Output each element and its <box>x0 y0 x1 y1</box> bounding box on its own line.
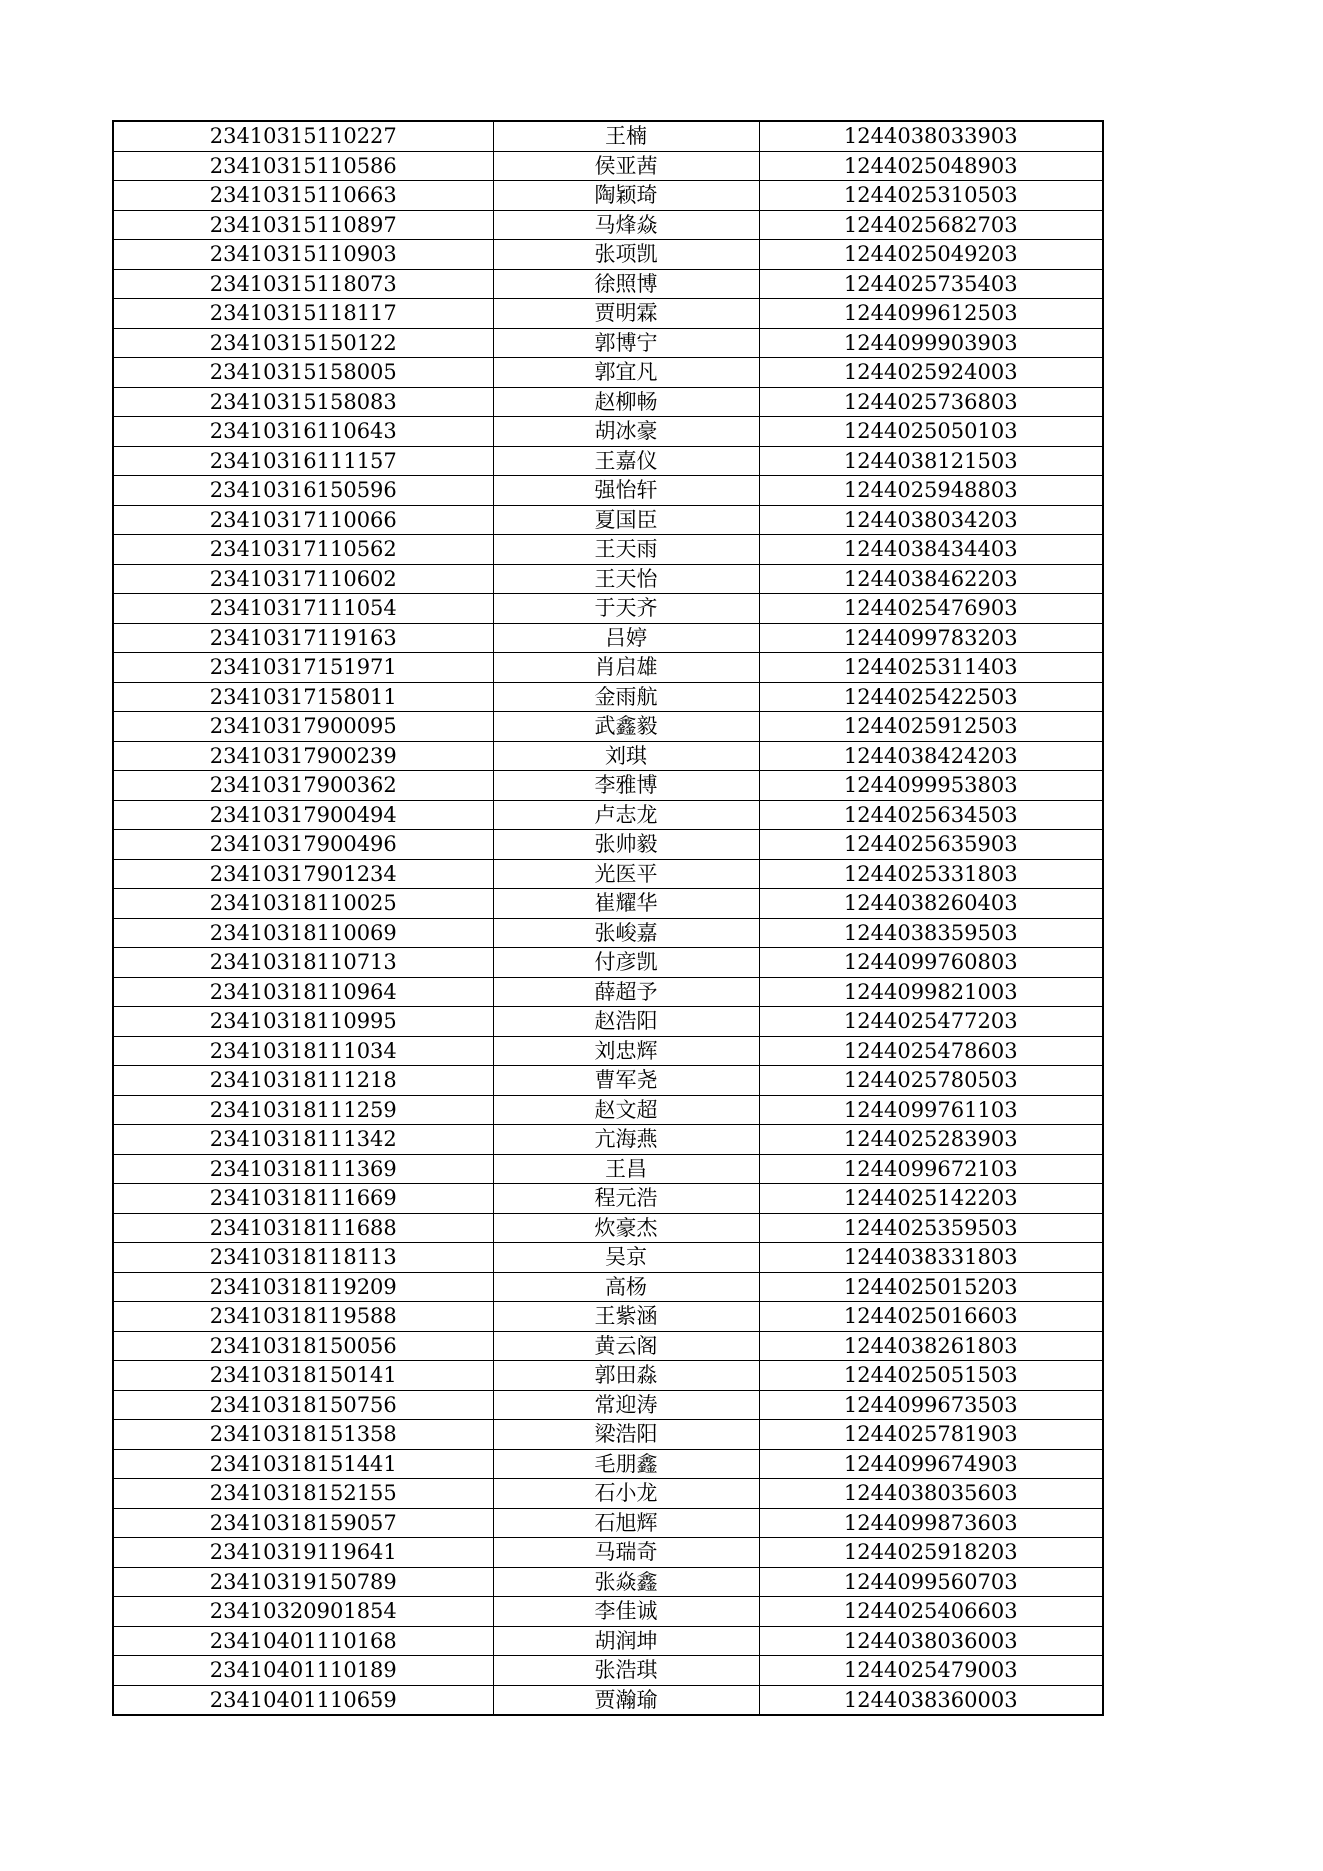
name-cell: 徐照博 <box>493 269 759 299</box>
certificate-number-cell: 1244038036003 <box>759 1626 1103 1656</box>
exam-number-cell: 23410316110643 <box>113 417 493 447</box>
table-row <box>113 1567 1103 1597</box>
name-cell: 马烽焱 <box>493 210 759 240</box>
exam-number-cell: 23410401110168 <box>113 1626 493 1656</box>
table-row <box>113 948 1103 978</box>
table-row <box>113 121 1103 151</box>
certificate-number-cell: 1244025051503 <box>759 1361 1103 1391</box>
certificate-number-cell: 1244099873603 <box>759 1508 1103 1538</box>
name-cell: 强怡轩 <box>493 476 759 506</box>
table-row <box>113 1007 1103 1037</box>
name-cell: 赵文超 <box>493 1095 759 1125</box>
exam-number-cell: 23410318111034 <box>113 1036 493 1066</box>
certificate-number-cell: 1244025049203 <box>759 240 1103 270</box>
exam-number-cell: 23410318111669 <box>113 1184 493 1214</box>
exam-number-cell: 23410317111054 <box>113 594 493 624</box>
certificate-number-cell: 1244025924003 <box>759 358 1103 388</box>
exam-number-cell: 23410315110903 <box>113 240 493 270</box>
certificate-number-cell: 1244038434403 <box>759 535 1103 565</box>
table-row <box>113 446 1103 476</box>
certificate-number-cell: 1244025735403 <box>759 269 1103 299</box>
certificate-number-cell: 1244099672103 <box>759 1154 1103 1184</box>
exam-number-cell: 23410317900095 <box>113 712 493 742</box>
table-row <box>113 1685 1103 1715</box>
name-cell: 王天雨 <box>493 535 759 565</box>
certificate-number-cell: 1244025912503 <box>759 712 1103 742</box>
certificate-number-cell: 1244025780503 <box>759 1066 1103 1096</box>
table-row <box>113 535 1103 565</box>
exam-number-cell: 23410318111218 <box>113 1066 493 1096</box>
name-cell: 高杨 <box>493 1272 759 1302</box>
certificate-number-cell: 1244025310503 <box>759 181 1103 211</box>
certificate-number-cell: 1244099612503 <box>759 299 1103 329</box>
exam-number-cell: 23410317110602 <box>113 564 493 594</box>
certificate-number-cell: 1244025050103 <box>759 417 1103 447</box>
certificate-number-cell: 1244025634503 <box>759 800 1103 830</box>
exam-number-cell: 23410318150056 <box>113 1331 493 1361</box>
name-cell: 光医平 <box>493 859 759 889</box>
certificate-number-cell: 1244025635903 <box>759 830 1103 860</box>
certificate-number-cell: 1244025142203 <box>759 1184 1103 1214</box>
table-row <box>113 977 1103 1007</box>
table-row <box>113 1479 1103 1509</box>
table-row <box>113 417 1103 447</box>
exam-number-cell: 23410315150122 <box>113 328 493 358</box>
name-cell: 王嘉仪 <box>493 446 759 476</box>
table-row <box>113 623 1103 653</box>
certificate-number-cell: 1244038260403 <box>759 889 1103 919</box>
table-row <box>113 859 1103 889</box>
name-cell: 王楠 <box>493 121 759 151</box>
table-row <box>113 1508 1103 1538</box>
roster-table <box>112 120 1104 1716</box>
exam-number-cell: 23410317119163 <box>113 623 493 653</box>
certificate-number-cell: 1244025479003 <box>759 1656 1103 1686</box>
exam-number-cell: 23410315110663 <box>113 181 493 211</box>
roster-table-body <box>113 121 1103 1715</box>
certificate-number-cell: 1244025948803 <box>759 476 1103 506</box>
name-cell: 胡润坤 <box>493 1626 759 1656</box>
table-row <box>113 594 1103 624</box>
exam-number-cell: 23410316150596 <box>113 476 493 506</box>
certificate-number-cell: 1244099903903 <box>759 328 1103 358</box>
table-row <box>113 151 1103 181</box>
table-row <box>113 476 1103 506</box>
table-row <box>113 1449 1103 1479</box>
name-cell: 于天齐 <box>493 594 759 624</box>
exam-number-cell: 23410317900494 <box>113 800 493 830</box>
certificate-number-cell: 1244038331803 <box>759 1243 1103 1273</box>
exam-number-cell: 23410318118113 <box>113 1243 493 1273</box>
certificate-number-cell: 1244025016603 <box>759 1302 1103 1332</box>
table-row <box>113 387 1103 417</box>
table-row <box>113 358 1103 388</box>
name-cell: 付彦凯 <box>493 948 759 978</box>
table-row <box>113 1597 1103 1627</box>
exam-number-cell: 23410318111259 <box>113 1095 493 1125</box>
exam-number-cell: 23410318110995 <box>113 1007 493 1037</box>
table-row <box>113 1184 1103 1214</box>
name-cell: 王紫涵 <box>493 1302 759 1332</box>
certificate-number-cell: 1244099673503 <box>759 1390 1103 1420</box>
certificate-number-cell: 1244099821003 <box>759 977 1103 1007</box>
table-row <box>113 1626 1103 1656</box>
name-cell: 王昌 <box>493 1154 759 1184</box>
table-row <box>113 1420 1103 1450</box>
table-row <box>113 771 1103 801</box>
exam-number-cell: 23410318119209 <box>113 1272 493 1302</box>
exam-number-cell: 23410318111369 <box>113 1154 493 1184</box>
certificate-number-cell: 1244099953803 <box>759 771 1103 801</box>
table-row <box>113 299 1103 329</box>
exam-number-cell: 23410318159057 <box>113 1508 493 1538</box>
certificate-number-cell: 1244025015203 <box>759 1272 1103 1302</box>
name-cell: 武鑫毅 <box>493 712 759 742</box>
exam-number-cell: 23410319150789 <box>113 1567 493 1597</box>
exam-number-cell: 23410315118117 <box>113 299 493 329</box>
name-cell: 夏国臣 <box>493 505 759 535</box>
name-cell: 李佳诚 <box>493 1597 759 1627</box>
exam-number-cell: 23410317900239 <box>113 741 493 771</box>
certificate-number-cell: 1244038035603 <box>759 1479 1103 1509</box>
exam-number-cell: 23410318111342 <box>113 1125 493 1155</box>
name-cell: 郭田淼 <box>493 1361 759 1391</box>
exam-number-cell: 23410315118073 <box>113 269 493 299</box>
name-cell: 马瑞奇 <box>493 1538 759 1568</box>
table-row <box>113 1331 1103 1361</box>
name-cell: 张峻嘉 <box>493 918 759 948</box>
table-row <box>113 210 1103 240</box>
exam-number-cell: 23410319119641 <box>113 1538 493 1568</box>
exam-number-cell: 23410315158083 <box>113 387 493 417</box>
name-cell: 毛朋鑫 <box>493 1449 759 1479</box>
name-cell: 王天怡 <box>493 564 759 594</box>
table-row <box>113 1125 1103 1155</box>
table-row <box>113 1243 1103 1273</box>
name-cell: 张帅毅 <box>493 830 759 860</box>
exam-number-cell: 23410318110025 <box>113 889 493 919</box>
certificate-number-cell: 1244025736803 <box>759 387 1103 417</box>
exam-number-cell: 23410318150756 <box>113 1390 493 1420</box>
table-row <box>113 1302 1103 1332</box>
name-cell: 金雨航 <box>493 682 759 712</box>
table-row <box>113 1390 1103 1420</box>
table-row <box>113 1538 1103 1568</box>
exam-number-cell: 23410401110189 <box>113 1656 493 1686</box>
certificate-number-cell: 1244025311403 <box>759 653 1103 683</box>
certificate-number-cell: 1244025048903 <box>759 151 1103 181</box>
name-cell: 薛超予 <box>493 977 759 1007</box>
table-row <box>113 712 1103 742</box>
exam-number-cell: 23410318152155 <box>113 1479 493 1509</box>
exam-number-cell: 23410315158005 <box>113 358 493 388</box>
table-row <box>113 240 1103 270</box>
exam-number-cell: 23410317110562 <box>113 535 493 565</box>
table-row <box>113 800 1103 830</box>
name-cell: 石旭辉 <box>493 1508 759 1538</box>
exam-number-cell: 23410318110713 <box>113 948 493 978</box>
table-row <box>113 1036 1103 1066</box>
certificate-number-cell: 1244025682703 <box>759 210 1103 240</box>
table-row <box>113 564 1103 594</box>
certificate-number-cell: 1244025359503 <box>759 1213 1103 1243</box>
table-row <box>113 682 1103 712</box>
exam-number-cell: 23410320901854 <box>113 1597 493 1627</box>
name-cell: 李雅博 <box>493 771 759 801</box>
table-row <box>113 918 1103 948</box>
certificate-number-cell: 1244099783203 <box>759 623 1103 653</box>
table-row <box>113 1095 1103 1125</box>
name-cell: 赵浩阳 <box>493 1007 759 1037</box>
exam-number-cell: 23410401110659 <box>113 1685 493 1715</box>
exam-number-cell: 23410318151441 <box>113 1449 493 1479</box>
certificate-number-cell: 1244038034203 <box>759 505 1103 535</box>
exam-number-cell: 23410318119588 <box>113 1302 493 1332</box>
certificate-number-cell: 1244099560703 <box>759 1567 1103 1597</box>
exam-number-cell: 23410315110227 <box>113 121 493 151</box>
name-cell: 炊豪杰 <box>493 1213 759 1243</box>
certificate-number-cell: 1244025283903 <box>759 1125 1103 1155</box>
table-row <box>113 1272 1103 1302</box>
name-cell: 黄云阁 <box>493 1331 759 1361</box>
name-cell: 卢志龙 <box>493 800 759 830</box>
certificate-number-cell: 1244025918203 <box>759 1538 1103 1568</box>
certificate-number-cell: 1244025422503 <box>759 682 1103 712</box>
certificate-number-cell: 1244038424203 <box>759 741 1103 771</box>
name-cell: 陶颖琦 <box>493 181 759 211</box>
certificate-number-cell: 1244038360003 <box>759 1685 1103 1715</box>
table-row <box>113 1066 1103 1096</box>
table-row <box>113 1213 1103 1243</box>
table-row <box>113 328 1103 358</box>
table-row <box>113 1656 1103 1686</box>
certificate-number-cell: 1244038359503 <box>759 918 1103 948</box>
exam-number-cell: 23410316111157 <box>113 446 493 476</box>
name-cell: 侯亚茜 <box>493 151 759 181</box>
exam-number-cell: 23410317151971 <box>113 653 493 683</box>
name-cell: 程元浩 <box>493 1184 759 1214</box>
certificate-number-cell: 1244099760803 <box>759 948 1103 978</box>
exam-number-cell: 23410318151358 <box>113 1420 493 1450</box>
table-row <box>113 505 1103 535</box>
name-cell: 曹军尧 <box>493 1066 759 1096</box>
exam-number-cell: 23410317158011 <box>113 682 493 712</box>
certificate-number-cell: 1244038033903 <box>759 121 1103 151</box>
name-cell: 肖启雄 <box>493 653 759 683</box>
name-cell: 梁浩阳 <box>493 1420 759 1450</box>
name-cell: 张浩琪 <box>493 1656 759 1686</box>
exam-number-cell: 23410315110586 <box>113 151 493 181</box>
exam-number-cell: 23410318111688 <box>113 1213 493 1243</box>
certificate-number-cell: 1244025477203 <box>759 1007 1103 1037</box>
exam-number-cell: 23410317900496 <box>113 830 493 860</box>
table-row <box>113 889 1103 919</box>
name-cell: 吕婷 <box>493 623 759 653</box>
name-cell: 郭博宁 <box>493 328 759 358</box>
table-row <box>113 269 1103 299</box>
table-row <box>113 1361 1103 1391</box>
exam-number-cell: 23410317110066 <box>113 505 493 535</box>
exam-number-cell: 23410318110069 <box>113 918 493 948</box>
certificate-number-cell: 1244099674903 <box>759 1449 1103 1479</box>
exam-number-cell: 23410317900362 <box>113 771 493 801</box>
certificate-number-cell: 1244025478603 <box>759 1036 1103 1066</box>
certificate-number-cell: 1244038462203 <box>759 564 1103 594</box>
name-cell: 崔耀华 <box>493 889 759 919</box>
name-cell: 亢海燕 <box>493 1125 759 1155</box>
name-cell: 刘忠辉 <box>493 1036 759 1066</box>
certificate-number-cell: 1244025331803 <box>759 859 1103 889</box>
exam-number-cell: 23410317901234 <box>113 859 493 889</box>
certificate-number-cell: 1244038261803 <box>759 1331 1103 1361</box>
name-cell: 胡冰豪 <box>493 417 759 447</box>
name-cell: 吴京 <box>493 1243 759 1273</box>
table-row <box>113 653 1103 683</box>
certificate-number-cell: 1244025781903 <box>759 1420 1103 1450</box>
table-row <box>113 741 1103 771</box>
name-cell: 石小龙 <box>493 1479 759 1509</box>
certificate-number-cell: 1244038121503 <box>759 446 1103 476</box>
name-cell: 郭宜凡 <box>493 358 759 388</box>
exam-number-cell: 23410318150141 <box>113 1361 493 1391</box>
certificate-number-cell: 1244099761103 <box>759 1095 1103 1125</box>
table-row <box>113 1154 1103 1184</box>
exam-number-cell: 23410318110964 <box>113 977 493 1007</box>
name-cell: 贾瀚瑜 <box>493 1685 759 1715</box>
name-cell: 常迎涛 <box>493 1390 759 1420</box>
certificate-number-cell: 1244025476903 <box>759 594 1103 624</box>
name-cell: 赵柳畅 <box>493 387 759 417</box>
name-cell: 张焱鑫 <box>493 1567 759 1597</box>
name-cell: 刘琪 <box>493 741 759 771</box>
name-cell: 贾明霖 <box>493 299 759 329</box>
certificate-number-cell: 1244025406603 <box>759 1597 1103 1627</box>
table-row <box>113 181 1103 211</box>
exam-number-cell: 23410315110897 <box>113 210 493 240</box>
name-cell: 张项凯 <box>493 240 759 270</box>
table-row <box>113 830 1103 860</box>
